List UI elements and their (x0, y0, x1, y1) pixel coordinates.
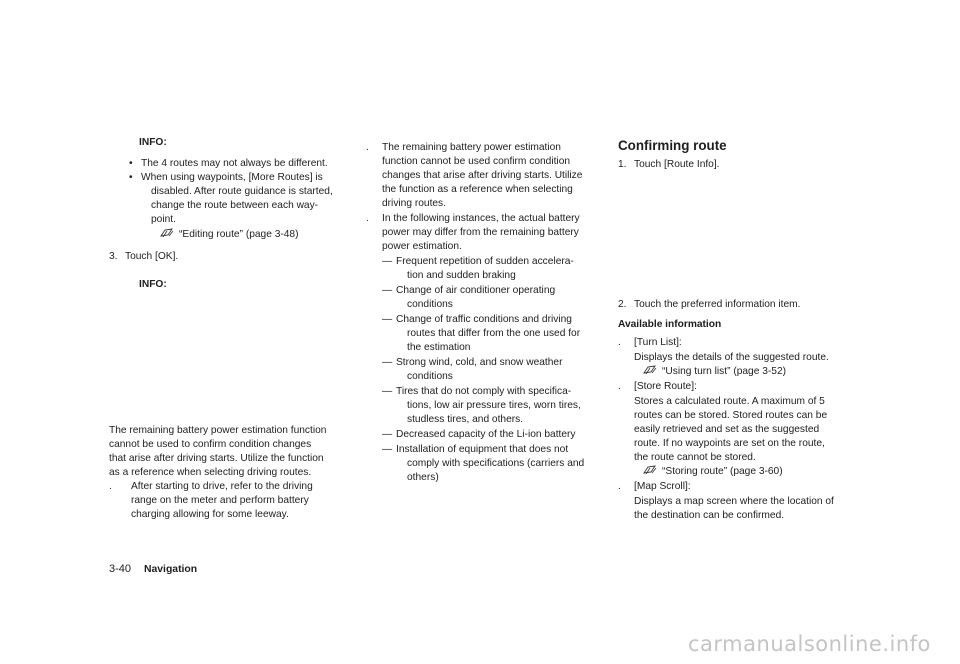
dash-marker: — (382, 256, 393, 267)
cross-reference[interactable] (160, 228, 298, 242)
item-desc: routes can be stored. Stored routes can be (634, 410, 828, 421)
section-heading: Confirming route (618, 138, 727, 153)
section-name: Navigation (144, 564, 198, 575)
dash-text: routes that differ from the one used for (407, 328, 581, 339)
dash-text: others) (407, 472, 439, 483)
reference-book-icon (160, 228, 174, 238)
bullet-marker: . (618, 381, 621, 392)
dash-text: conditions (407, 299, 453, 310)
step-text: Touch [Route Info]. (634, 159, 720, 170)
item-desc: easily retrieved and set as the suggested (634, 424, 820, 435)
bullet-marker: . (109, 481, 112, 492)
dash-text: Decreased capacity of the Li-ion battery (396, 429, 576, 440)
reference-book-icon (643, 465, 657, 475)
dash-text: Change of air conditioner operating (396, 285, 556, 296)
step-number: 1. (618, 159, 627, 170)
bullet-marker: . (366, 213, 369, 224)
step-text: Touch [OK]. (125, 251, 179, 262)
info-label: INFO: (139, 279, 167, 290)
paragraph-line: that arise after driving starts. Utilize the function (109, 453, 324, 464)
paragraph-line: The remaining battery power estimation function (109, 425, 327, 436)
paragraph-line: cannot be used to confirm condition changes (109, 439, 312, 450)
bullet-text: range on the meter and perform battery (131, 495, 309, 506)
bullet-text: power may differ from the remaining battery (382, 227, 579, 238)
dash-text: Change of traffic conditions and driving (396, 314, 572, 325)
dash-marker: — (382, 314, 393, 325)
item-desc: the destination can be confirmed. (634, 510, 785, 521)
bullet-text: the function as a reference when selecting (382, 184, 573, 195)
bullet-marker: . (618, 481, 621, 492)
bullet-text: After starting to drive, refer to the driving (131, 481, 313, 492)
paragraph-line: as a reference when selecting driving routes. (109, 467, 312, 478)
dash-marker: — (382, 357, 393, 368)
bullet-text: change the route between each way- (151, 200, 319, 211)
bullet-text: charging allowing for some leeway. (131, 509, 289, 520)
page-number: 3-40 (109, 563, 132, 575)
step-number: 3. (109, 251, 118, 262)
dash-text: comply with specifications (carriers and (407, 458, 585, 469)
reference-text: “Editing route” (page 3-48) (179, 229, 299, 240)
step-number: 2. (618, 299, 627, 310)
bullet-text: disabled. After route guidance is started, (151, 186, 333, 197)
dash-text: Tires that do not comply with specifica- (396, 386, 572, 397)
item-title: [Map Scroll]: (634, 481, 691, 492)
bullet-marker: • (129, 158, 133, 169)
dash-text: tions, low air pressure tires, worn tires, (407, 400, 581, 411)
bullet-marker: . (618, 337, 621, 348)
bullet-text: In the following instances, the actual battery (382, 213, 580, 224)
dash-marker: — (382, 386, 393, 397)
bullet-text: function cannot be used confirm condition (382, 156, 571, 167)
dash-text: Strong wind, cold, and snow weather (396, 357, 563, 368)
dash-marker: — (382, 444, 393, 455)
dash-text: conditions (407, 371, 453, 382)
bullet-text: power estimation. (382, 241, 462, 252)
bullet-text: driving routes. (382, 198, 446, 209)
bullet-text: point. (151, 214, 176, 225)
item-desc: Displays the details of the suggested route. (634, 352, 829, 363)
item-desc: the route cannot be stored. (634, 452, 756, 463)
bullet-text: changes that arise after driving starts. Utilize (382, 170, 583, 181)
bullet-text: The remaining battery power estimation (382, 142, 561, 153)
dash-text: Frequent repetition of sudden accelera- (396, 256, 574, 267)
step-text: Touch the preferred information item. (634, 299, 801, 310)
bullet-text: The 4 routes may not always be different. (141, 158, 328, 169)
item-desc: Displays a map screen where the location of (634, 496, 834, 507)
dash-marker: — (382, 429, 393, 440)
dash-marker: — (382, 285, 393, 296)
dash-text: studless tires, and others. (407, 414, 524, 425)
reference-text: “Using turn list” (page 3-52) (662, 366, 786, 377)
dash-text: the estimation (407, 342, 471, 353)
bullet-marker: . (366, 142, 369, 153)
bullet-text: When using waypoints, [More Routes] is (141, 172, 323, 183)
cross-reference[interactable] (643, 465, 783, 479)
dash-text: tion and sudden braking (407, 270, 516, 281)
subheading: Available information (618, 319, 722, 330)
watermark: carmanualsonline.info (688, 632, 931, 656)
info-label: INFO: (139, 137, 167, 148)
dash-text: Installation of equipment that does not (396, 444, 569, 455)
item-desc: route. If no waypoints are set on the route, (634, 438, 825, 449)
bullet-marker: • (129, 172, 133, 183)
reference-book-icon (643, 365, 657, 375)
item-title: [Store Route]: (634, 381, 697, 392)
cross-reference[interactable] (643, 365, 786, 379)
item-desc: Stores a calculated route. A maximum of 5 (634, 396, 825, 407)
reference-text: “Storing route” (page 3-60) (662, 466, 783, 477)
item-title: [Turn List]: (634, 337, 682, 348)
